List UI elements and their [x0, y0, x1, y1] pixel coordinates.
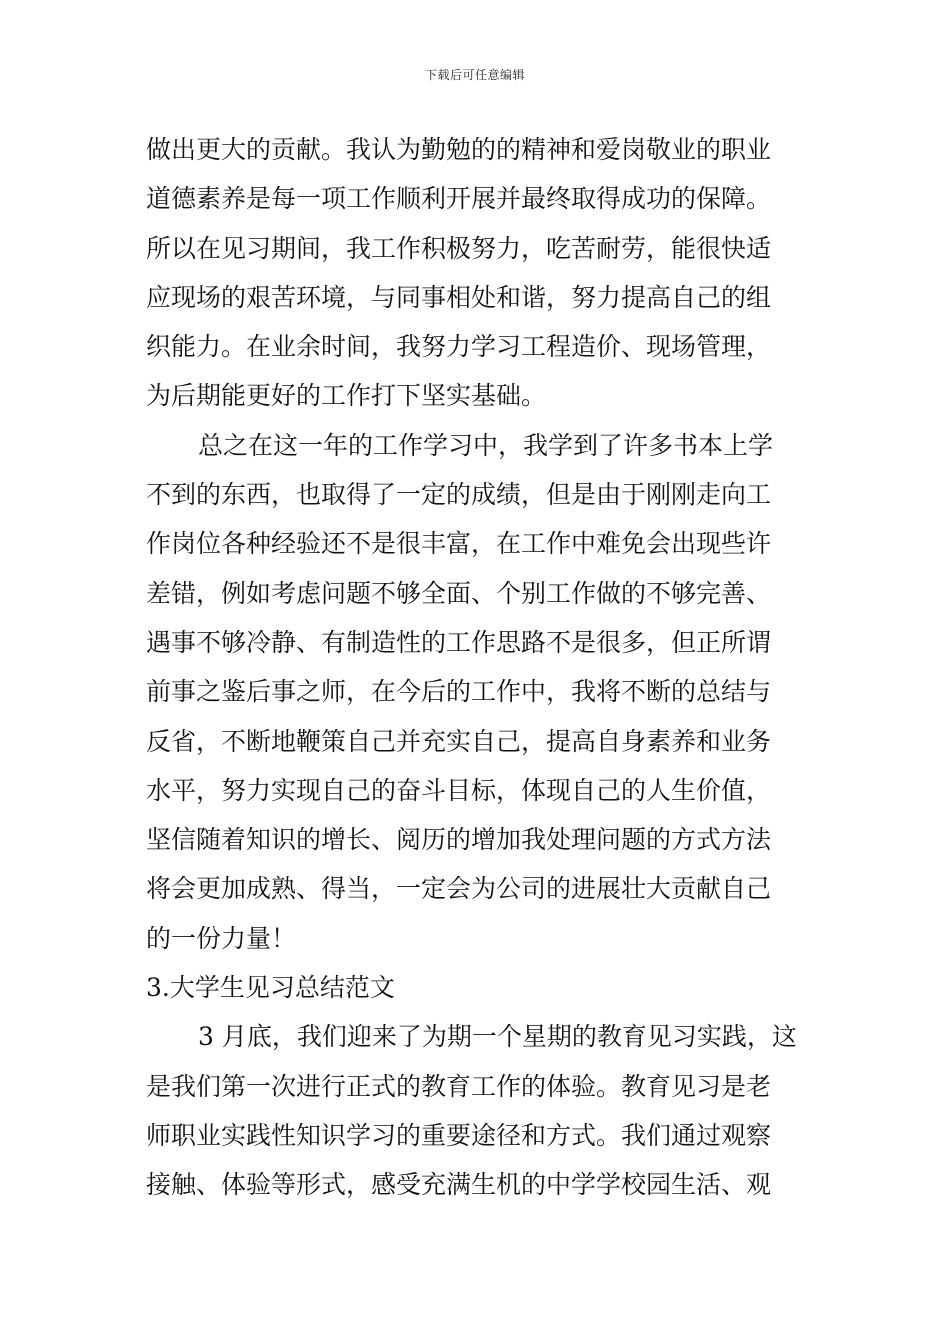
text-line: 作岗位各种经验还不是很丰富，在工作中难免会出现些许 — [146, 529, 772, 559]
text-line: 织能力。在业余时间，我努力学习工程造价、现场管理， — [146, 332, 772, 362]
text-line: 前事之鉴后事之师，在今后的工作中，我将不断的总结与 — [146, 677, 772, 707]
paragraph-first-line: 总之在这一年的工作学习中，我学到了许多书本上学 — [198, 430, 774, 460]
text-line: 为后期能更好的工作打下坚实基础。 — [146, 381, 547, 411]
text-line: 是我们第一次进行正式的教育工作的体验。教育见习是老 — [146, 1071, 772, 1101]
text-line: 的一份力量！ — [146, 923, 297, 953]
text-line: 反省，不断地鞭策自己并充实自己，提高自身素养和业务 — [146, 726, 772, 756]
section-heading: 3.大学生见习总结范文 — [146, 973, 395, 1003]
text-line: 坚信随着知识的增长、阅历的增加我处理问题的方式方法 — [146, 825, 772, 855]
text-line: 道德素养是每一项工作顺利开展并最终取得成功的保障。 — [146, 184, 772, 214]
text-line: 应现场的艰苦环境，与同事相处和谐，努力提高自己的组 — [146, 282, 772, 312]
text-line: 差错，例如考虑问题不够全面、个别工作做的不够完善、 — [146, 578, 772, 608]
body-text — [146, 125, 806, 1210]
paragraph-first-line: 3 月底，我们迎来了为期一个星期的教育见习实践，这 — [198, 1022, 797, 1052]
text-line: 所以在见习期间，我工作积极努力，吃苦耐劳，能很快适 — [146, 233, 772, 263]
text-line: 水平，努力实现自己的奋斗目标，体现自己的人生价值， — [146, 775, 772, 805]
text-line: 不到的东西，也取得了一定的成绩，但是由于刚刚走向工 — [146, 480, 772, 510]
text-line: 遇事不够冷静、有制造性的工作思路不是很多，但正所谓 — [146, 627, 772, 657]
text-line: 做出更大的贡献。我认为勤勉的的精神和爱岗敬业的职业 — [146, 135, 772, 164]
text-line: 接触、体验等形式，感受充满生机的中学学校园生活、观 — [146, 1170, 772, 1200]
text-line: 师职业实践性知识学习的重要途径和方式。我们通过观察 — [146, 1120, 772, 1150]
text-line: 将会更加成熟、得当，一定会为公司的进展壮大贡献自己 — [146, 874, 772, 904]
page-header: 下载后可任意编辑 — [424, 68, 525, 82]
